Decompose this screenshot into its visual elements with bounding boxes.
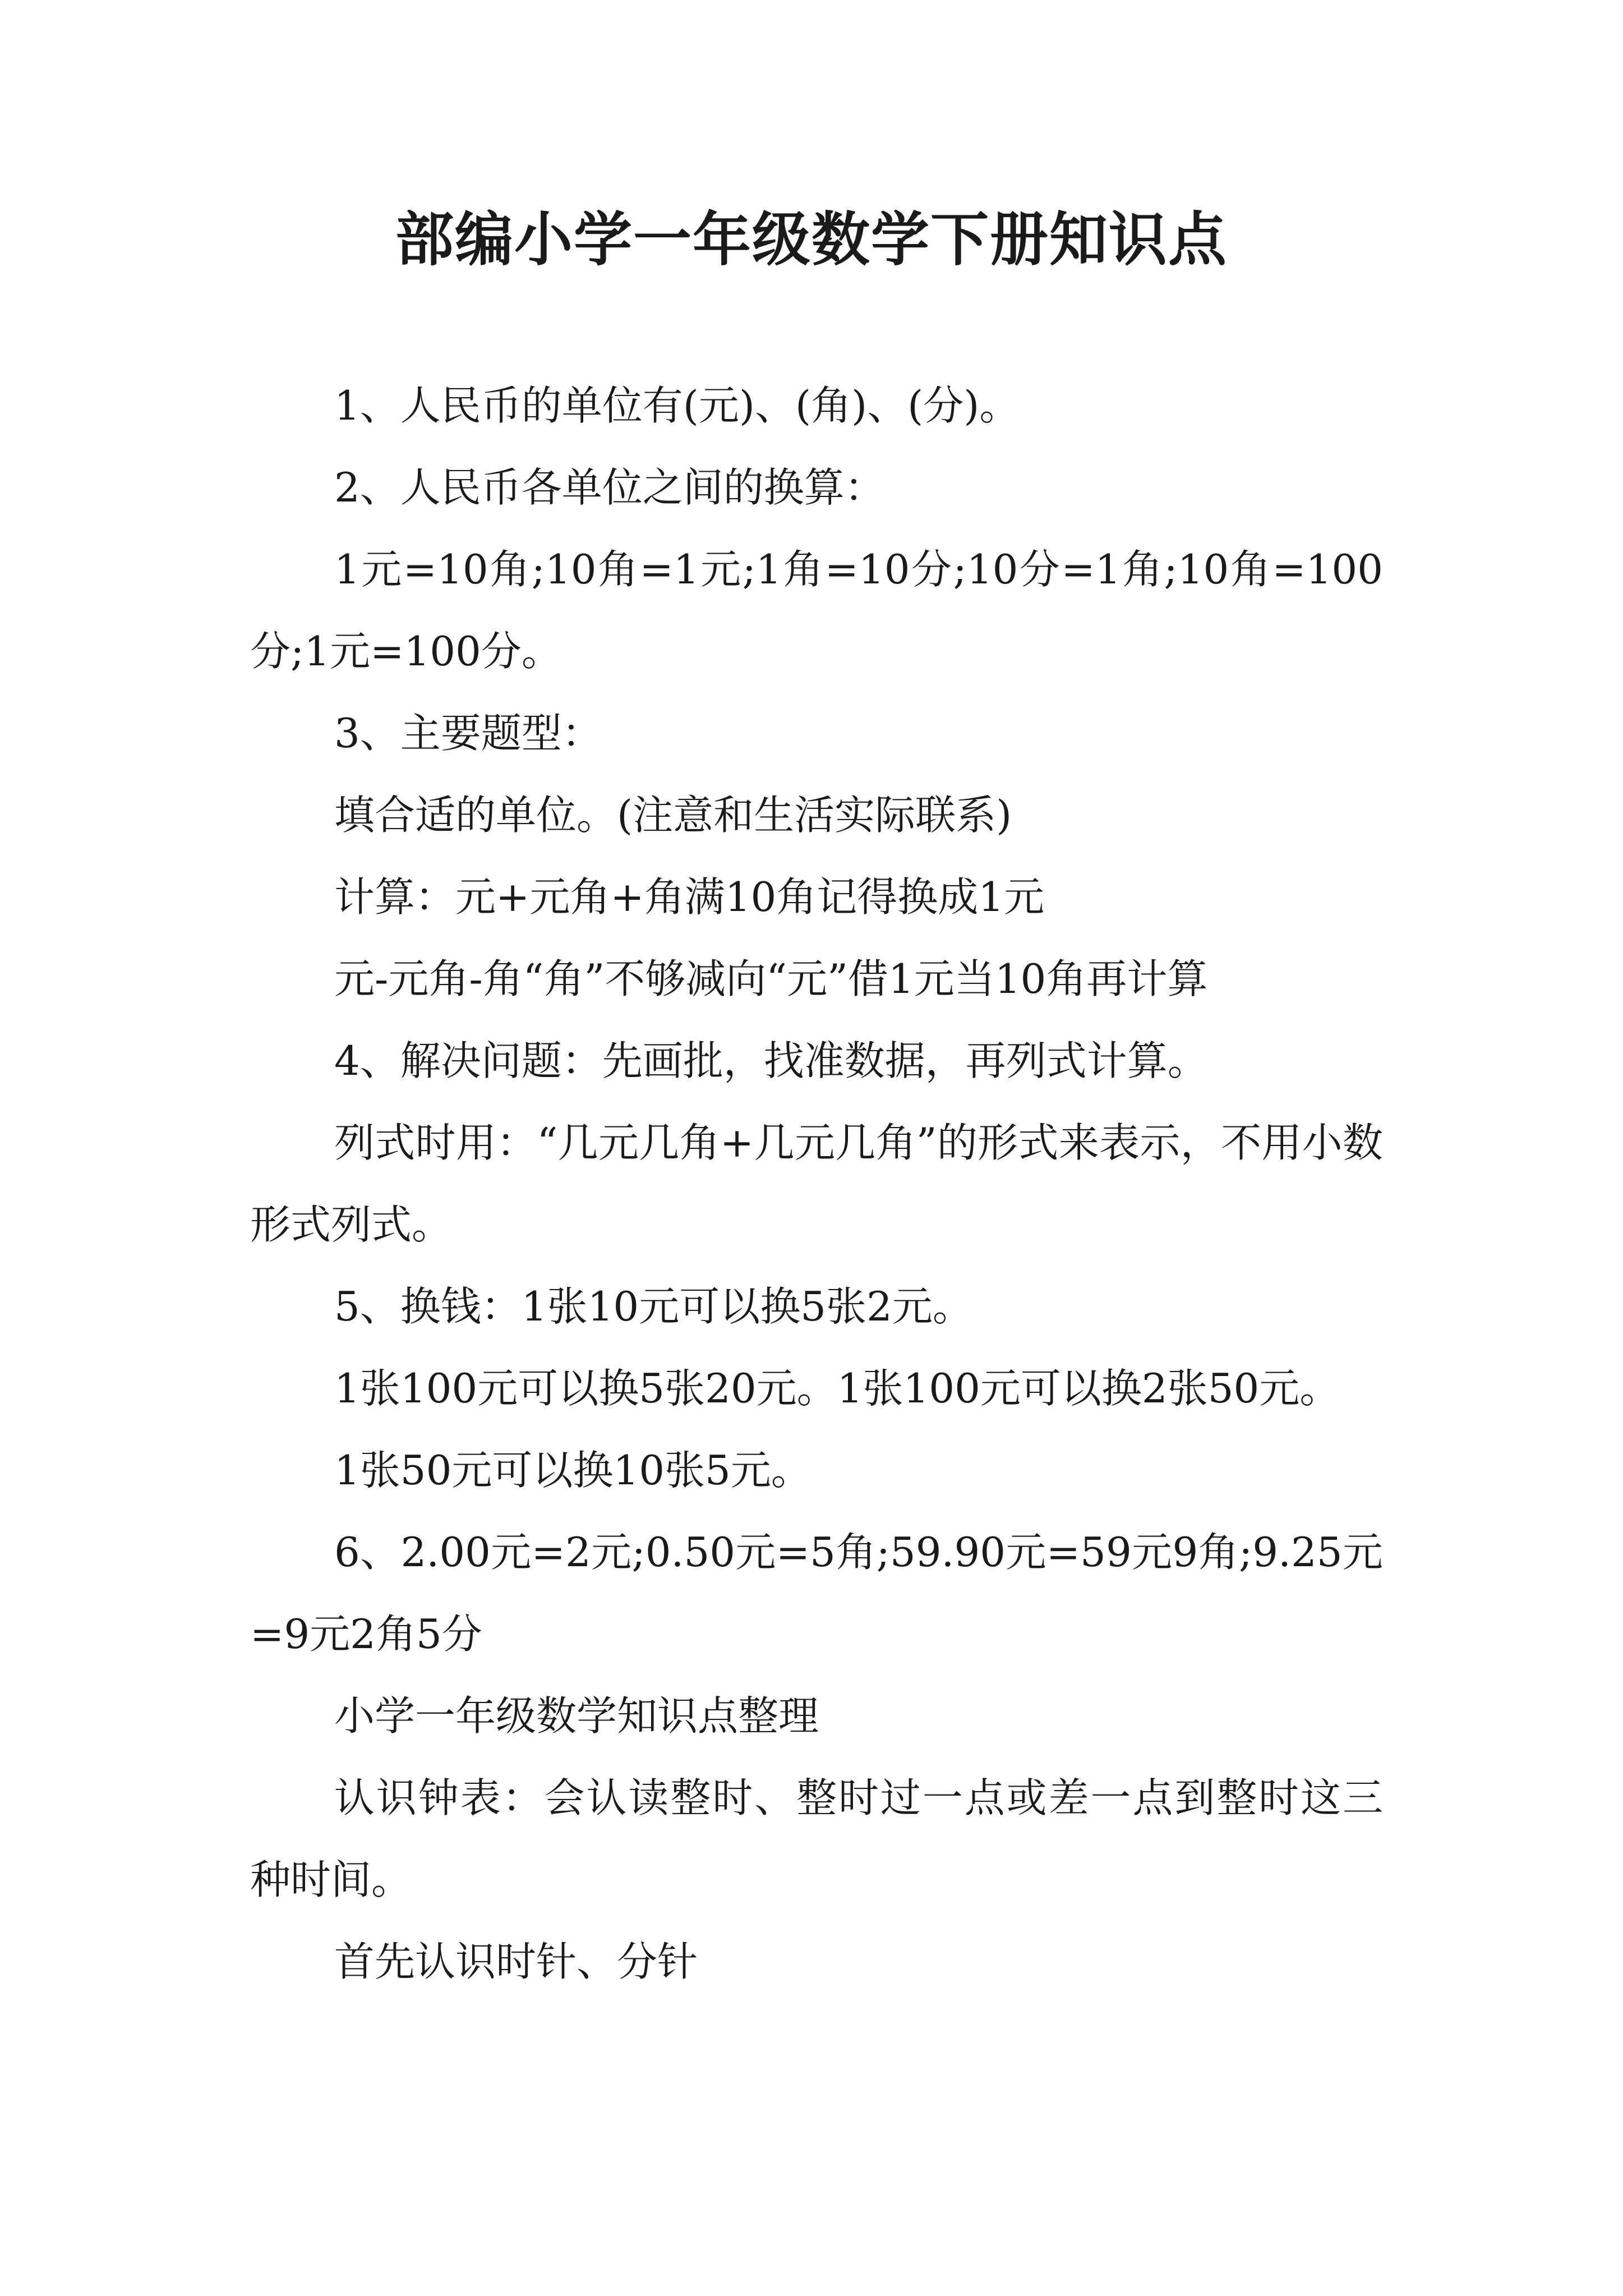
paragraph-5: 填合适的单位。(注意和生活实际联系)	[334, 792, 1012, 839]
paragraph-10: 5、换钱：1张10元可以换5张2元。	[334, 1283, 973, 1330]
paragraph-12: 1张50元可以换10张5元。	[334, 1447, 811, 1494]
paragraph-1: 1、人民币的单位有(元)、(角)、(分)。	[334, 382, 1020, 429]
paragraph-8: 4、解决问题：先画批，找准数据，再列式计算。	[334, 1037, 1208, 1084]
paragraph-4: 3、主要题型：	[334, 710, 602, 757]
paragraph-16: 首先认识时针、分针	[334, 1938, 698, 1985]
document-title: 部编小学一年级数学下册知识点	[395, 205, 1228, 274]
paragraph-6: 计算：元+元角+角满10角记得换成1元	[334, 873, 1045, 921]
paragraph-9: 列式时用：“几元几角+几元几角”的形式来表示，不用小数形式列式。	[250, 1119, 1383, 1248]
paragraph-11: 1张100元可以换5张20元。1张100元可以换2张50元。	[334, 1365, 1340, 1412]
paragraph-13: 6、2.00元=2元;0.50元=5角;59.90元=59元9角;9.25元=9元2角5分	[250, 1529, 1383, 1658]
paragraph-7: 元-元角-角“角”不够减向“元”借1元当10角再计算	[334, 955, 1208, 1002]
paragraph-14: 小学一年级数学知识点整理	[334, 1692, 819, 1740]
paragraph-2: 2、人民币各单位之间的换算：	[334, 464, 885, 511]
document-body	[250, 365, 1383, 2003]
paragraph-3: 1元=10角;10角=1元;1角=10分;10分=1角;10角=100分;1元=100分。	[250, 546, 1383, 675]
paragraph-15: 认识钟表：会认读整时、整时过一点或差一点到整时这三种时间。	[250, 1774, 1383, 1903]
